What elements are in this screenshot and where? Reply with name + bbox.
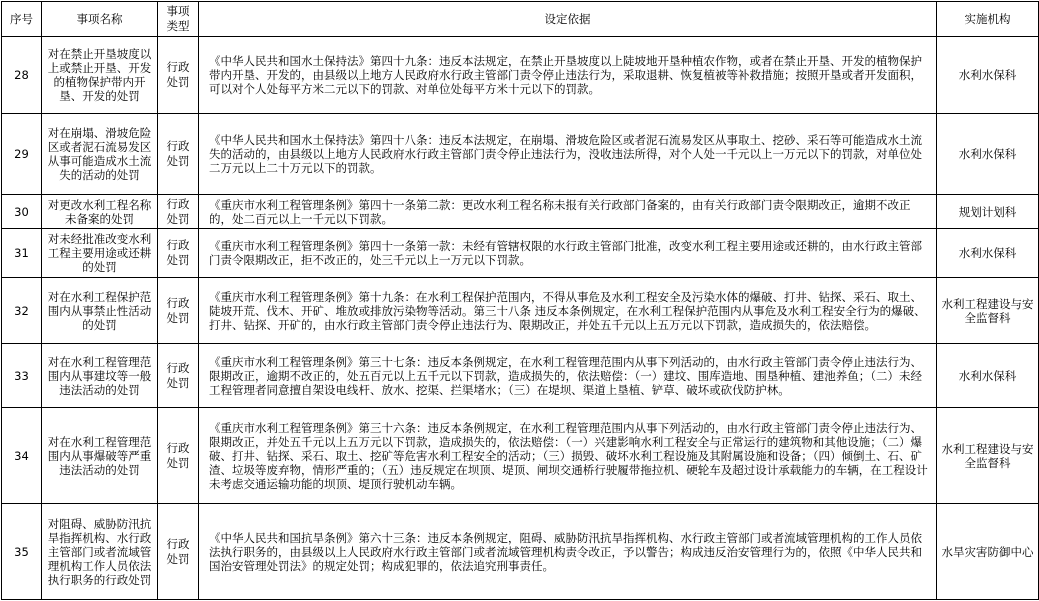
- row-type-label: 行政处罚: [166, 238, 190, 267]
- row-seq: 32: [2, 278, 42, 344]
- row-basis: 《重庆市水利工程管理条例》第十九条：在水利工程保护范围内，不得从事危及水利工程安全及污染水体的爆破、打井、钻探、采石、取土、陡坡开荒、伐木、开矿、堆放或排放污染物等活动。第三十八条 违反本条例规定，在水利工程保护范围内从事危及水利工程安全行为的爆破、打井、钻探、开矿的，由水行政主管部门责令停止违法行为、限期改正，并处五千元以上五万元以下罚款，造成损失的，依法赔偿。: [199, 278, 937, 344]
- table-row: [2, 37, 1039, 114]
- table-header-row: [2, 2, 1039, 37]
- row-seq: 31: [2, 229, 42, 278]
- row-agency: 水利水保科: [937, 344, 1039, 408]
- row-agency: 水利工程建设与安全监督科: [937, 408, 1039, 504]
- row-basis: 《中华人民共和国水土保持法》第四十八条：违反本法规定，在崩塌、滑坡危险区或者泥石流易发区从事取土、挖砂、采石等可能造成水土流失的活动的，由县级以上地方人民政府水行政主管部门责令停止违法行为，没收违法所得，对个人处一千元以上一万元以下的罚款，对单位处二万元以上二十万元以下的罚款。: [199, 114, 937, 195]
- row-agency: 规划计划科: [937, 195, 1039, 229]
- row-type: [158, 195, 199, 229]
- row-item-name: 对在禁止开垦坡度以上或禁止开垦、开发的植物保护带内开垦、开发的处罚: [42, 37, 158, 114]
- row-item-name: 对在崩塌、滑坡危险区或者泥石流易发区从事可能造成水土流失的活动的处罚: [42, 114, 158, 195]
- row-agency: 水利水保科: [937, 114, 1039, 195]
- row-type-label: 行政处罚: [166, 196, 190, 226]
- row-type-label: 行政处罚: [166, 440, 190, 470]
- row-type: [158, 37, 199, 114]
- row-item-name: 对阻碍、威胁防汛抗旱指挥机构、水行政主管部门或者流域管理机构工作人员依法执行职务的行政处罚: [42, 504, 158, 600]
- regulation-table: [1, 1, 1039, 600]
- row-item-name: 对更改水利工程名称未备案的处罚: [42, 195, 158, 229]
- row-agency: 水旱灾害防御中心: [937, 504, 1039, 600]
- row-basis: 《重庆市水利工程管理条例》第三十七条：违反本条例规定，在水利工程管理范围内从事下列活动的，由水行政主管部门责令停止违法行为、限期改正，逾期不改正的，处五百元以上五千元以下罚款，造成损失的，依法赔偿：（一）建坟、围库造地、围垦种植、建池养鱼；（二）未经工程管理者同意擅自架设电线杆、放水、挖渠、拦渠堵水；（三）在堤坝、渠道上垦植、铲草、破坏或砍伐防护林。: [199, 344, 937, 408]
- row-item-name: 对未经批准改变水利工程主要用途或还耕的处罚: [42, 229, 158, 278]
- header-name: 事项名称: [42, 2, 158, 37]
- table-row: [2, 344, 1039, 408]
- row-type: [158, 408, 199, 504]
- row-basis: 《重庆市水利工程管理条例》第三十六条：违反本条例规定，在水利工程管理范围内从事下列活动的，由水行政主管部门责令停止违法行为、限期改正，并处五千元以上五万元以下罚款，造成损失的，依法赔偿：（一）兴建影响水利工程安全与正常运行的建筑物和其他设施；（二）爆破、打井、钻探、采石、取土、挖矿等危害水利工程安全的活动；（三）损毁、破坏水利工程设施及其附属设施和设备；（四）倾倒土、石、矿渣、垃圾等废弃物，情形严重的；（五）违反规定在坝顶、堤顶、闸坝交通桥行驶履带拖拉机、硬轮车及超过设计承载能力的车辆，在工程设计未考虑交通运输功能的坝顶、堤顶行驶机动车辆。: [199, 408, 937, 504]
- header-agency: 实施机构: [937, 2, 1039, 37]
- row-type-label: 行政处罚: [166, 360, 190, 390]
- row-type: [158, 114, 199, 195]
- table-row: [2, 195, 1039, 229]
- row-basis: 《重庆市水利工程管理条例》第四十一条第二款：更改水利工程名称未报有关行政部门备案的，由有关行政部门责令限期改正，逾期不改正的，处二百元以上一千元以下罚款。: [199, 195, 937, 229]
- header-basis: 设定依据: [199, 2, 937, 37]
- row-item-name: 对在水利工程管理范围内从事爆破等严重违法活动的处罚: [42, 408, 158, 504]
- row-seq: 29: [2, 114, 42, 195]
- row-basis: 《中华人民共和国抗旱条例》第六十三条：违反本条例规定，阻碍、威胁防汛抗旱指挥机构、水行政主管部门或者流域管理机构的工作人员依法执行职务的，由县级以上人民政府水行政主管部门或者流域管理机构责令改正，予以警告；构成违反治安管理行为的，依照《中华人民共和国治安管理处罚法》的规定处罚；构成犯罪的，依法追究刑事责任。: [199, 504, 937, 600]
- header-type: [158, 2, 199, 37]
- row-type: [158, 504, 199, 600]
- row-seq: 30: [2, 195, 42, 229]
- table-row: [2, 408, 1039, 504]
- row-type-label: 行政处罚: [166, 536, 190, 566]
- row-type-label: 行政处罚: [166, 60, 190, 89]
- row-type: [158, 229, 199, 278]
- row-seq: 33: [2, 344, 42, 408]
- row-seq: 35: [2, 504, 42, 600]
- row-type-label: 行政处罚: [166, 295, 190, 325]
- row-item-name: 对在水利工程保护范围内从事禁止性活动的处罚: [42, 278, 158, 344]
- row-type-label: 行政处罚: [166, 139, 190, 168]
- table-row: [2, 278, 1039, 344]
- row-seq: 28: [2, 37, 42, 114]
- row-seq: 34: [2, 408, 42, 504]
- row-type: [158, 278, 199, 344]
- row-agency: 水利工程建设与安全监督科: [937, 278, 1039, 344]
- row-item-name: 对在水利工程管理范围内从事建坟等一般违法活动的处罚: [42, 344, 158, 408]
- row-agency: 水利水保科: [937, 37, 1039, 114]
- header-type-label: 事项类型: [166, 4, 190, 33]
- row-agency: 水利水保科: [937, 229, 1039, 278]
- header-seq: 序号: [2, 2, 42, 37]
- row-type: [158, 344, 199, 408]
- row-basis: 《重庆市水利工程管理条例》第四十一条第一款：未经有管辖权限的水行政主管部门批准，改变水利工程主要用途或还耕的，由水行政主管部门责令限期改正，拒不改正的，处三千元以上一万元以下罚款。: [199, 229, 937, 278]
- row-basis: 《中华人民共和国水土保持法》第四十九条：违反本法规定，在禁止开垦坡度以上陡坡地开垦种植农作物，或者在禁止开垦、开发的植物保护带内开垦、开发的，由县级以上地方人民政府水行政主管部门责令停止违法行为，采取退耕、恢复植被等补救措施；按照开垦或者开发面积，可以对个人处每平方米二元以下的罚款、对单位处每平方米十元以下的罚款。: [199, 37, 937, 114]
- table-row: [2, 114, 1039, 195]
- table-row: [2, 504, 1039, 600]
- table-row: [2, 229, 1039, 278]
